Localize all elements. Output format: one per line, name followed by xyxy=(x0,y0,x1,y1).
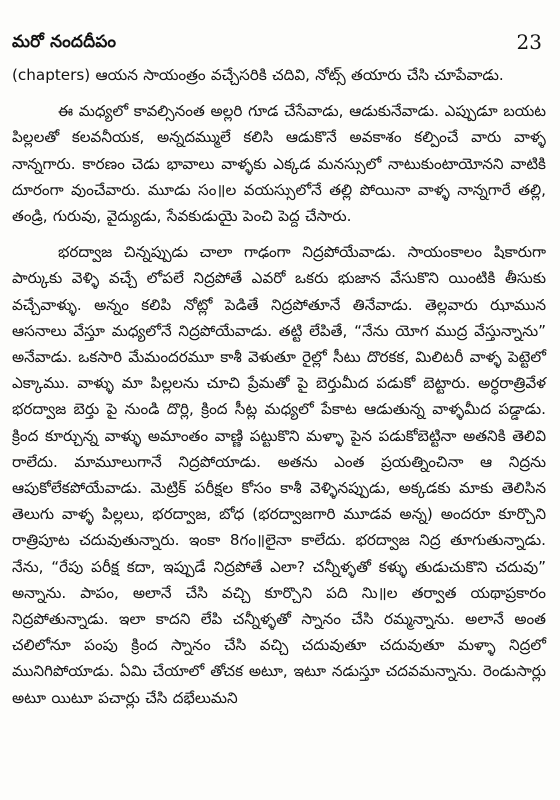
page-number: 23 xyxy=(516,30,542,54)
paragraph-deep-sleep: భరద్వాజ చిన్నప్పుడు చాలా గాఢంగా నిద్రపోయేవాడు. సాయంకాలం షికారుగా పార్కుకు వెళ్ళి వచ్చే లోపలే నిద్రపోతే ఎవరో ఒకరు భుజాన వేసుకొని యింటికి తీసుకు వచ్చేవాళ్ళు. అన్నం కలిపి నోట్లో పెడితే నిద్రపోతూనే తినేవాడు. తెల్లవారు ఝామున ఆసనాలు వేస్తూ మధ్యలోనే నిద్రపోయేవాడు. తట్టి లేపితే, “నేను యోగ ముద్ర వేస్తున్నాను” అనేవాడు. ఒకసారి మేమందరమూ కాశీ వెళుతూ రైల్లో సీటు దొరకక, మిలిటరీ వాళ్ళ పెట్టెలో ఎక్కాము. వాళ్ళు మా పిల్లలను చూచి ప్రేమతో పై బెర్తుమీద పడుకో బెట్టారు. అర్ధరాత్రివేళ భరద్వాజ బెర్తు పై నుండి దొర్లి, క్రింద సీట్ల మధ్యలో పేకాట ఆడుతున్న వాళ్ళమీద పడ్డాడు. క్రింద కూర్చున్న వాళ్ళు అమాంతం వాణ్ణి పట్టుకొని మళ్ళా పైన పడుకోబెట్టినా అతనికి తెలివి రాలేదు. మామూలుగానే నిద్రపోయాడు. అతను ఎంత ప్రయత్నించినా ఆ నిద్రను ఆపుకోలేకపోయేవాడు. మెట్రిక్ పరీక్షల కోసం కాశీ వెళ్ళినప్పుడు, అక్కడకు మాకు తెలిసిన తెలుగు వాళ్ళ పిల్లలు, భరద్వాజ, బోధ (భరద్వాజగారి మూడవ అన్న) అందరూ కూర్చొని రాత్రిపూట చదువుతున్నారు. ఇంకా 8గం॥లైనా కాలేదు. భరద్వాజ నిద్ర తూగుతున్నాడు. నేను, “రేపు పరీక్ష కదా, ఇప్పుడే నిద్రపోతే ఎలా? చన్నీళ్ళతో కళ్ళు తుడుచుకొని చదువు” అన్నాను. పాపం, అలానే చేసి వచ్చి కూర్చొని పది నిు॥ల తర్వాత యథాప్రకారం నిద్రపోతున్నాడు. ఇలా కాదని లేపి చన్నీళ్ళతో స్నానం చేసి రమ్మన్నాను. అలానే అంత చలిలోనూ పంపు క్రింద స్నానం చేసి వచ్చి చదువుతూ చదువుతూ మళ్ళా నిద్రలో మునిగిపోయాడు. ఏమి చేయాలో తోచక అటూ, ఇటూ నడుస్తూ చదవమన్నాను. రెండుసార్లు అటూ యిటూ పచార్లు చేసి దభేలుమని xyxy=(12,243,546,707)
running-head xyxy=(12,30,542,56)
paragraph-continuation: (chapters) ఆయన సాయంత్రం వచ్చేసరికి చదివి, నోట్స్ తయారు చేసి చూపేవాడు. xyxy=(12,66,504,84)
book-title: మరో నందదీపం xyxy=(12,32,117,52)
paragraph-childhood-play: ఈ మధ్యలో కావల్సినంత అల్లరి గూడ చేసేవాడు, ఆడుకునేవాడు. ఎప్పుడూ బయట పిల్లలతో కలవనీయక, అన్నదమ్ములే కలిసి ఆడుకొనే అవకాశం కల్పించే వారు వాళ్ళ నాన్నగారు. కారణం చెడు భావాలు వాళ్ళకు ఎక్కడ మనస్సులో నాటుకుంటాయోనని వాటికి దూరంగా వుంచేవారు. మూడు సం॥ల వయస్సులోనే తల్లి పోయినా వాళ్ళ నాన్నగారే తల్లి, తండ్రి, గురువు, వైద్యుడు, సేవకుడుయై పెంచి పెద్ద చేసారు. xyxy=(12,102,546,226)
body-text xyxy=(12,62,546,711)
